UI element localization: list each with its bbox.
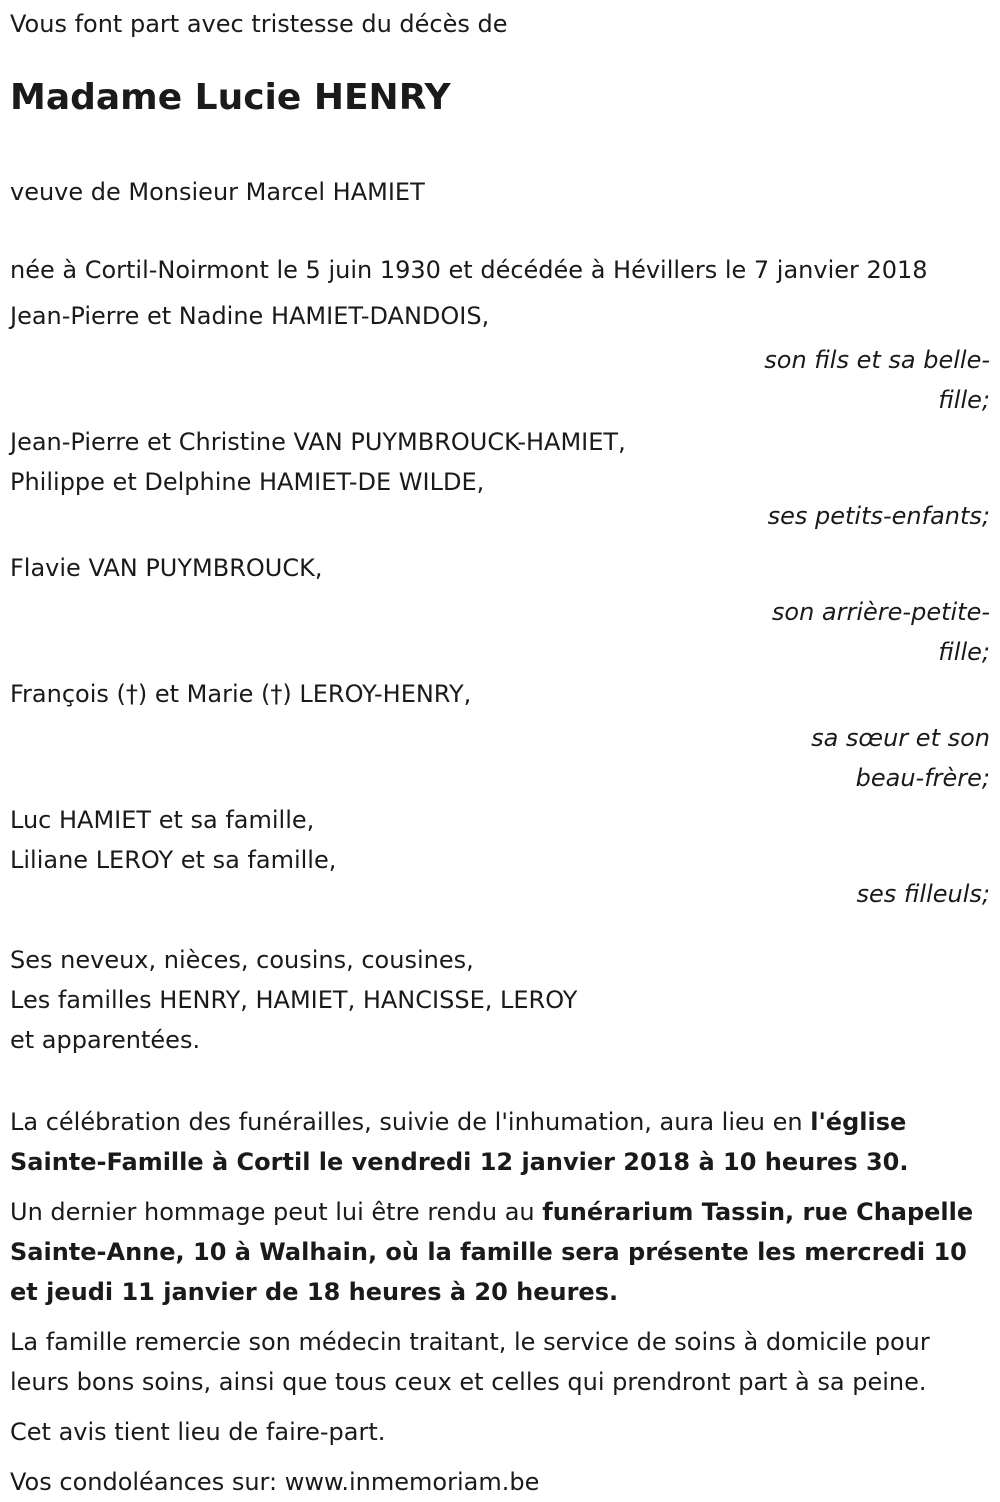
notice-text: Cet avis tient lieu de faire-part. <box>10 1418 386 1446</box>
family-member-names: Liliane LEROY et sa famille, <box>10 846 337 874</box>
condolences-text: Vos condoléances sur: www.inmemoriam.be <box>10 1468 540 1496</box>
family-group <box>10 674 990 794</box>
birth-death-text: née à Cortil-Noirmont le 5 juin 1930 et décédée à Hévillers le 7 janvier 2018 <box>10 256 928 284</box>
family-relation: sa sœur et son beau-frère; <box>811 724 990 792</box>
visitation-location-time: funérarium Tassin, rue Chapelle Sainte-Anne, 10 à Walhain, où la famille sera présente les mercredi 10 et jeudi 11 janvier de 18 heures à 20 heures. <box>10 1198 974 1306</box>
funeral-info <box>10 1102 990 1182</box>
thanks-text: La famille remercie son médecin traitant, le service de soins à domicile pour leurs bons soins, ainsi que tous ceux et celles qui prendront part à sa peine. <box>10 1328 930 1396</box>
family-member-names: François (†) et Marie (†) LEROY-HENRY, <box>10 680 472 708</box>
family-group <box>10 422 990 542</box>
family-member-names: Jean-Pierre et Nadine HAMIET-DANDOIS, <box>10 302 490 330</box>
deceased-name: Madame Lucie HENRY <box>10 77 451 118</box>
other-relatives <box>10 940 990 1060</box>
family-relation: son arrière-petite-fille; <box>771 598 990 666</box>
family-relation: ses petits-enfants; <box>767 502 990 530</box>
family-member-names: Luc HAMIET et sa famille, <box>10 806 315 834</box>
family-group <box>10 296 990 416</box>
visitation-info <box>10 1192 990 1312</box>
family-member-names: Flavie VAN PUYMBROUCK, <box>10 554 323 582</box>
family-member-names: Jean-Pierre et Christine VAN PUYMBROUCK-HAMIET, <box>10 428 626 456</box>
other-relatives-line: et apparentées. <box>10 1026 201 1054</box>
family-relation: ses filleuls; <box>856 880 990 908</box>
funeral-location-time: l'église Sainte-Famille à Cortil le vendredi 12 janvier 2018 à 10 heures 30. <box>10 1108 909 1176</box>
family-member-names: Philippe et Delphine HAMIET-DE WILDE, <box>10 468 485 496</box>
visitation-text: Un dernier hommage peut lui être rendu au <box>10 1198 543 1226</box>
funeral-text: La célébration des funérailles, suivie de l'inhumation, aura lieu en <box>10 1108 811 1136</box>
family-relation: son fils et sa belle-fille; <box>764 346 990 414</box>
other-relatives-line: Les familles HENRY, HAMIET, HANCISSE, LEROY <box>10 986 578 1014</box>
family-group <box>10 800 990 920</box>
intro-text: Vous font part avec tristesse du décès de <box>10 10 508 38</box>
family-group <box>10 548 990 668</box>
other-relatives-line: Ses neveux, nièces, cousins, cousines, <box>10 946 474 974</box>
widow-of-text: veuve de Monsieur Marcel HAMIET <box>10 178 425 206</box>
